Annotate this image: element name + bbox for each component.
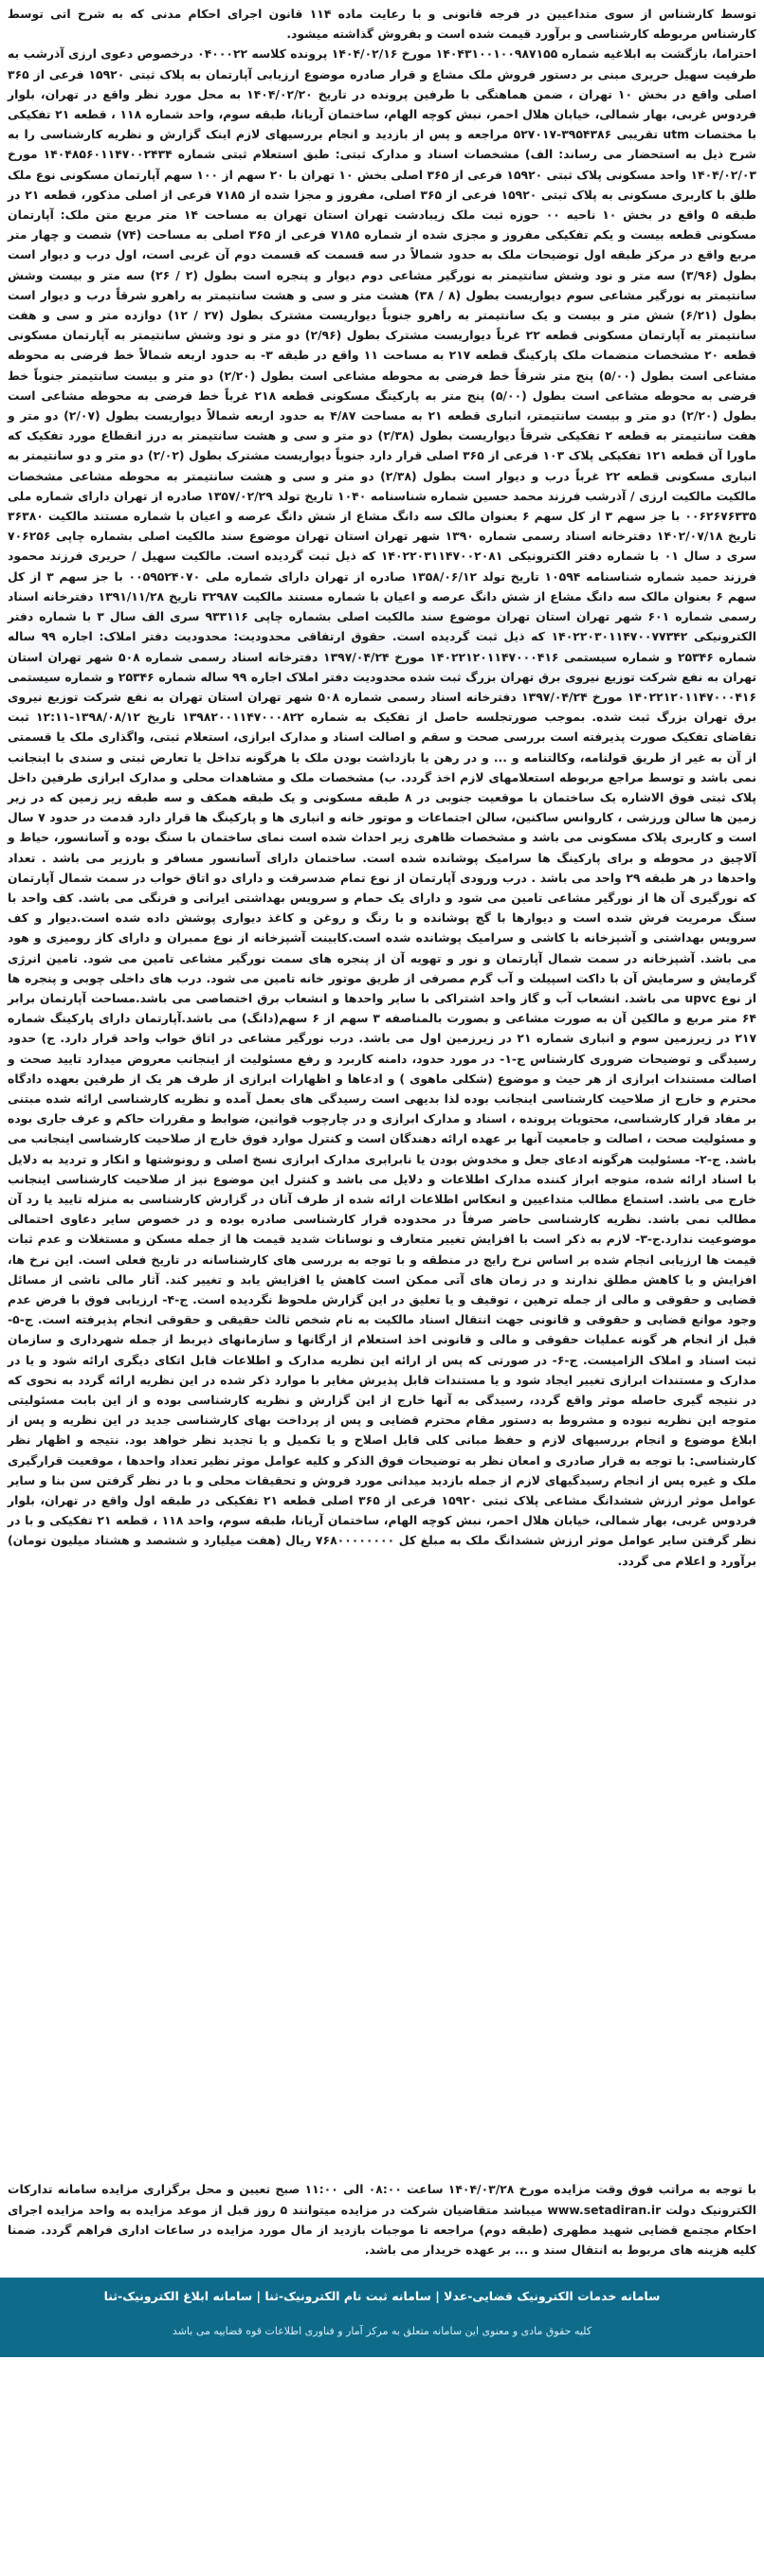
footer-copyright: کلیه حقوق مادی و معنوی این سامانه متعلق به مرکز آمار و فناوری اطلاعات قوه قضاییه می باشد <box>172 2325 592 2337</box>
notice-paragraph-intro: توسط کارشناس از سوی متداعیین در فرجه قانونی و با رعایت ماده ۱۱۴ قانون اجرای احکام مدنی که به شرح اتی توسط کارشناس مربوطه کارشناسی و برآورد قیمت شده است و بفروش گذاشته میشود. <box>8 7 756 42</box>
auction-paragraph: با توجه به مراتب فوق وقت مزایده مورخ ۱۴۰۴/۰۳/۲۸ ساعت ۰۸:۰۰ الی ۱۱:۰۰ صبح تعیین و محل برگزاری مزایده سامانه تدارکات الکترونیک دولت www.setadiran.ir میباشد متقاضیان شرکت در مزایده میتوانند ۵ روز قبل از موعد مزایده به واحد مزایده اجرای احکام مجتمع قضایی شهید مطهری (طبقه دوم) مراجعه تا موجبات بازدید از مال مورد مزایده در ساعات اداری فراهم گردد. ضمنا کلیه هزینه های مربوط به انتقال سند و ... بر عهده خریدار می باشد. <box>8 2182 757 2257</box>
auction-announcement <box>8 2168 756 2272</box>
footer-services-links[interactable]: سامانه خدمات الکترونیک قضایی-عدلا | سامانه ثبت نام الکترونیک-ثنا | سامانه ابلاغ الکترونیک-ثنا <box>103 2289 661 2303</box>
notice-paragraph-appraisal: احتراما، بازگشت به ابلاغیه شماره ۱۴۰۴۳۱۰۰۱۰۰۹۸۷۱۵۵ مورخ ۱۴۰۴/۰۲/۱۶ پرونده کلاسه ۰۴۰۰۰۲۲ درخصوص دعوی ارزی آذرشب به طرفیت سهیل حریری مبنی بر دستور فروش ملک مشاع و قرار صادره موضوع ارزیابی آپارتمان به پلاک ثبتی ۱۵۹۲۰ فرعی از ۳۶۵ اصلی واقع در بخش ۱۰ تهران ، ضمن هماهنگی با طرفین پرونده در تاریخ ۱۴۰۴/۰۲/۲۰ به محل مورد نظر واقع در تهران، بلوار فردوس غربی، بهار شمالی، خیابان هلال احمر، نبش کوچه الهام، ساختمان آریانا، طبقه سوم، واحد شماره ۱۱۸ ، قطعه ۲۱ تفکیکی با مختصات utm تقریبی ۳۹۵۴۳۸۶-۵۲۷۰۱۷ مراجعه و پس از بازدید و انجام بررسیهای لازم اینک گزارش و نظریه کارشناسی را به شرح ذیل به استحضار می رساند: الف) مشخصات اسناد و مدارک ثبتی: طبق استعلام ثبتی شماره ۱۴۰۴۸۵۶۰۱۱۴۷۰۰۲۴۳۴ مورخ ۱۴۰۴/۰۲/۰۳ واحد مسکونی پلاک ثبتی ۱۵۹۲۰ فرعی از ۳۶۵ اصلی بخش ۱۰ تهران با ۲۰ سهم از ۱۰۰ سهم آپارتمان مسکونی نوع ملک طلق با کاربری مسکونی به پلاک ثبتی ۱۵۹۲۰ فرعی از ۳۶۵ اصلی، مفروز و مجزا شده از ۷۱۸۵ فرعی از اصلی مذکور، قطعه ۲۱ در طبقه ۵ واقع در بخش ۱۰ ناحیه ۰۰ حوزه ثبت ملک زیبادشت تهران استان تهران به مساحت ۱۴ متر مربع متن ملک: آپارتمان مسکونی قطعه بیست و یکم تفکیکی مفروز و مجزی شده از شماره ۷۱۸۵ فرعی از ۳۶۵ اصلی به مساحت (۷۴) شصت و چهار متر مربع واقع در مرکز طبقه اول توضیحات ملک به حدود شمالاً در سه قسمت که قسمت دوم آن غربی است، اول درب و دیوار است بطول (۳/۹۶) سه متر و نود وشش سانتیمتر به نورگیر مشاعی دوم دیوار و پنجره است بطول (۲ / ۲۶) سه متر و بیست وشش سانتیمتر به نورگیر مشاعی سوم دیواریست بطول (۸ / ۳۸) هشت متر و سی و هشت سانتیمتر به راهرو شرقاً درب و دیوار است بطول (۶/۲۱) شش متر و بیست و یک سانتیمتر به راهرو جنوباً دیواریست مشترک بطول (۲۷ / ۱۲) دوازده متر و سی و هفت سانتیمتر به آپارتمان مسکونی قطعه ۲۲ غرباً دیواریست مشترک بطول (۲/۹۶) دو متر و نود وشش سانتیمتر به آپارتمان مسکونی قطعه ۲۰ مشخصات منضمات ملک پارکینگ قطعه ۲۱۷ به مساحت ۱۱ واقع در طبقه ۳- به حدود اربعه شمالاً خط فرضی به محوطه مشاعی است بطول (۵/۰۰) پنج متر شرقاً خط فرضی به محوطه مشاعی است بطول (۲/۲۰) دو متر و بیست سانتیمتر جنوباً خط فرضی به محوطه مشاعی است بطول (۵/۰۰) پنج متر به پارکینگ مسکونی قطعه ۲۱۸ غرباً خط فرضی به محوطه مشاعی است بطول (۲/۲۰) دو متر و بیست سانتیمتر، انباری قطعه ۲۱ به مساحت ۴/۸۷ به حدود اربعه شمالاً دیواریست بطول (۲/۰۷) دو متر و هفت سانتیمتر به قطعه ۲ تفکیکی شرقاً دیواریست بطول (۲/۳۸) دو متر و سی و هشت سانتیمتر به درز انقطاع مورد تفکیک که ماورا آن قطعه ۱۲۱ تفکیکی پلاک ۱۰۳ فرعی از ۳۶۵ اصلی قرار دارد جنوباً دیواریست مشترک بطول (۲/۰۲) دو متر و دو سانتیمتر به انباری مسکونی قطعه ۲۲ غرباً درب و دیوار است بطول (۲/۳۸) دو متر و سی و هشت سانتیمتر به محوطه مشاعی مشخصات مالکیت مالکیت ارزی / آذرشب فرزند محمد حسین شماره شناسنامه ۱۰۴۰ تاریخ تولد ۱۳۵۷/۰۲/۲۹ صادره از تهران دارای شماره ملی ۰۰۶۲۶۷۶۳۳۵ با جز سهم ۳ از کل سهم ۶ بعنوان مالک سه دانگ مشاع از شش دانگ عرصه و اعیان با شماره مستند مالکیت ۳۶۳۸۰ تاریخ ۱۴۰۲/۰۷/۱۸ دفترخانه اسناد رسمی شماره ۱۳۹۰ شهر تهران استان تهران موضوع سند مالکیت اصلی بشماره چاپی ۷۰۶۲۵۶ سری د سال ۰۱ با شماره دفتر الکترونیکی ۱۴۰۲۲۰۳۱۱۴۷۰۰۲۰۸۱ که ذیل ثبت گردیده است. مالکیت سهیل / حریری فرزند محمود فرزند حمید شماره شناسنامه ۱۰۵۹۴ تاریخ تولد ۱۳۵۸/۰۶/۱۲ صادره از تهران دارای شماره ملی ۰۰۵۹۵۲۴۰۷۰ با جز سهم ۳ از کل سهم ۶ بعنوان مالک سه دانگ مشاع از شش دانگ عرصه و اعیان با شماره مستند مالکیت ۳۲۹۸۷ تاریخ ۱۳۹۱/۱۱/۲۸ دفترخانه اسناد رسمی شماره ۶۰۱ شهر تهران استان تهران موضوع سند مالکیت اصلی بشماره چاپی ۹۳۳۱۱۶ سری الف سال ۳ با شماره دفتر الکترونیکی ۱۴۰۲۲۰۳۰۱۱۴۷۰۰۷۷۳۴۲ که ذیل ثبت گردیده است. حقوق ارتفاقی محدودیت: محدودیت دفتر املاک: اجاره ۹۹ ساله شماره ۲۵۳۴۶ و شماره سیستمی ۱۴۰۲۲۱۲۰۱۱۴۷۰۰۰۴۱۶ مورخ ۱۳۹۷/۰۴/۲۴ دفترخانه اسناد رسمی شماره ۵۰۸ شهر تهران استان تهران به نفع شرکت توزیع نیروی برق تهران بزرگ ثبت شده محدودیت دفتر املاک اجاره ۹۹ ساله شماره ۲۵۳۴۶ و شماره سیستمی ۱۴۰۲۲۱۲۰۱۱۴۷۰۰۰۴۱۶ مورخ ۱۳۹۷/۰۴/۲۴ دفترخانه اسناد رسمی شماره ۵۰۸ شهر تهران استان تهران به نفع شرکت توزیع نیروی برق تهران بزرگ ثبت شده. بموجب صورتجلسه حاصل از تفکیک به شماره ۱۳۹۸۲۰۰۱۱۴۷۰۰۰۸۲۲ تاریخ ۱۳۹۸/۰۸/۱۲-۱۲:۱۱ ثبت تقاضای تفکیک صورت پذیرفته است بررسی صحت و سقم و اصالت اسناد و مدارک ابرازی، استعلام ثبتی، واگذاری ملک یا قسمتی از آن به غیر از طریق قولنامه، وکالتنامه و ... و در رهن یا بازداشت بودن ملک یا هرگونه تداخل یا تعارض ثبتی و سندی با اینجانب نمی باشد و توسط مراجع مربوطه استعلامهای لازم اخذ گردد. ب) مشخصات ملک و مشاهدات محلی و مدارک ابرازی طرفین داخل پلاک ثبتی فوق الاشاره یک ساختمان با موقعیت جنوبی در ۸ طبقه مسکونی و یک طبقه همکف و سه طبقه زیر زمین که در زیر زمین ها سالن ورزشی ، کاروانس ساکنین، سالن اجتماعات و موتور خانه و انباری ها و پارکینگ ها قرار دارد قدمت در حدود ۷ سال است و کاربری پلاک مسکونی می باشد و مشخصات ظاهری زیر احداث شده است نمای ساختمان با سنگ بوده و آسانسور، حیاط و آلاچیق در محوطه و برای پارکینگ ها سرامیک پوشانده شده است. ساختمان دارای آسانسور مسافر و بارزیر می باشد . تعداد واحدها در هر طبقه ۲۹ واحد می باشد . درب ورودی آپارتمان از نوع تمام ضدسرقت و دارای دو اتاق خواب در سمت شمال آپارتمان که نورگیری آن ها از نورگیر مشاعی تامین می شود و دارای یک حمام و سرویس بهداشتی ایرانی و فرنگی می باشد. کف واحد با سنگ مرمریت فرش شده است و دیوارها با گچ پوشانده و با رنگ و روغن و کاغذ دیواری پوشش داده شده است.دیوار و کف سرویس بهداشتی و آشپزخانه با کاشی و سرامیک پوشانده شده است.کابینت آشپزخانه از نوع ممبران و دارای کاز رومیزی و هود می باشد. آشپزخانه در سمت شمال آپارتمان و نور و تهویه آن از پنجره های سمت نورگیر مشاعی تامین می شود. تامین انرژی گرمایش و سرمایش آن با داکت اسپیلت و آب گرم مصرفی از طریق موتور خانه تامین می شود. درب های داخلی چوبی و پنجره ها از نوع upvc می باشد. انشعاب آب و گاز واحد اشتراکی با سایر واحدها و انشعاب برق اختصاصی می باشد.مساحت آپارتمان برابر ۶۴ متر مربع و مالکین آن به صورت مشاعی و بصورت بالمناصفه ۳ سهم از ۶ سهم(دانگ) می باشد.آپارتمان دارای پارکینگ شماره ۲۱۷ در زیرزمین سوم و انباری شماره ۲۱ در زیرزمین اول می باشد. درب نورگیر مشاعی در اتاق خواب واحد قرار دارد. ج) حدود رسیدگی و توضیحات ضروری کارشناس ج-۱- در مورد حدود، دامنه کاربرد و رفع مسئولیت از اینجانب معروض میدارد تایید صحت و اصالت مستندات ابرازی از هر حیث و موضوع (شکلی ماهوی ) و ادعاها و اظهارات ابرازی از طرف هر یک از طرفین بعهده دادگاه محترم و خارج از صلاحیت کارشناسی اینجانب بوده لذا بدیهی است رسیدگی های بعمل آمده و نظریه کارشناسی ارائه شده مبتنی بر مفاد قرار کارشناسی، محتویات پرونده ، اسناد و مدارک ابرازی و در چارچوب قوانین، ضوابط و مقررات حاکم و عرف جاری بوده و مسئولیت صحت ، اصالت و جامعیت آنها بر عهده ارائه دهندگان است و کنترل موارد فوق خارج از صلاحیت کارشناسی اینجانب می باشد. ج-۲- مسئولیت هرگونه ادعای جعل و مخدوش بودن یا نابرابری مدارک ابرازی نسخ اصلی و رونوشتها و انکار و تردید به دلایل با اسناد ارائه شده، متوجه ابراز کننده مدارک اطلاعات و دلایل می باشد و کنترل این موضوع نیز از صلاحیت کارشناسی اینجانب خارج می باشد. استماع مطالب متداعیین و انعکاس اطلاعات ارائه شده از طرف آنان در گزارش کارشناسی به منزله تایید یا رد آن مطالب نمی باشد. نظریه کارشناسی حاضر صرفاً در محدوده قرار کارشناسی صادره بوده و در خصوص سایر دعاوی احتمالی موضوعیت ندارد.ج-۳- لازم به ذکر است با افزایش تغییر متعارف و نوسانات شدید قیمت ها از جمله مسکن و مستغلات و عدم ثبات قیمت ها ارزیابی انجام شده بر اساس نرخ رایج در منطقه و با توجه به بررسی های کارشناسانه در تاریخ فعلی است. این نرخ ها، افزایش و یا کاهش مطلق ندارند و در زمان های آتی ممکن است کاهش یا افزایش یابد و تغییر کند. آثار مالی ناشی از مسائل قضایی و حقوقی و مالی از جمله ترهین ، توقیف و یا تعلیق در این گزارش ملحوظ نگردیده است. ج-۴- ارزیابی فوق با فرض عدم وجود موانع قضایی و حقوقی و قانونی جهت انتقال اسناد مالکیت به نام شخص ثالث حقیقی و حقوقی انجام پذیرفته است. ج-۵- قبل از انجام هر گونه عملیات حقوقی و مالی و قانونی اخذ استعلام از ارگانها و سازمانهای ذیربط از جمله شهرداری و سازمان ثبت اسناد و املاک الزامیست. ج-۶- در صورتی که پس از ارائه این نظریه مدارک و اطلاعات قابل اتکای دیگری ارائه شود و یا در مدارک و مستندات ابرازی تغییر ایجاد شود و یا مستندات قابل پذیرش مغایر با موارد ذکر شده در این نظریه ارائه گردد به نحوی که در نتیجه گیری حاصله موثر واقع گردد، رسیدگی به آنها خارج از این گزارش و نظریه کارشناسی بوده و از این بابت مسئولیتی متوجه این نظریه نبوده و مشروط به دستور مقام محترم قضایی و پس از پرداخت بهای کارشناسی جدید در این نظریه و پس از ابلاغ موضوع و انجام بررسیهای لازم و حفظ مبانی کلی قابل اصلاح و یا تکمیل و یا تجدید نظر خواهد بود. نتیجه و اظهار نظر کارشناسی: با توجه به قرار صادری و امعان نظر به توضیحات فوق الذکر و کلیه عوامل موثر نظیر تعداد واحدها ، موقعیت قرارگیری ملک و غیره پس از انجام رسیدگیهای لازم از جمله بازدید میدانی مورد فروش و تحقیقات محلی و با در نظر گرفتن سن بنا و سایر عوامل موثر ارزش ششدانگ مشاعی پلاک ثبتی ۱۵۹۲۰ فرعی از ۳۶۵ اصلی قطعه ۲۱ تفکیکی در طبقه اول واقع در تهران، بلوار فردوس غربی، بهار شمالی، خیابان هلال احمر، نبش کوچه الهام، ساختمان آریانا، طبقه سوم، واحد ۱۱۸ ، قطعه ۲۱ تفکیکی و با در نظر گرفتن سایر عوامل موثر ارزش ششدانگ ملک به مبلغ کل ۷۶۸۰۰۰۰۰۰۰۰ ریال (هفت میلیارد و ششصد و هشتاد میلیون تومان) برآورد و اعلام می گردد. <box>8 46 757 1568</box>
site-footer <box>0 2278 764 2357</box>
notice-body <box>8 4 756 1571</box>
